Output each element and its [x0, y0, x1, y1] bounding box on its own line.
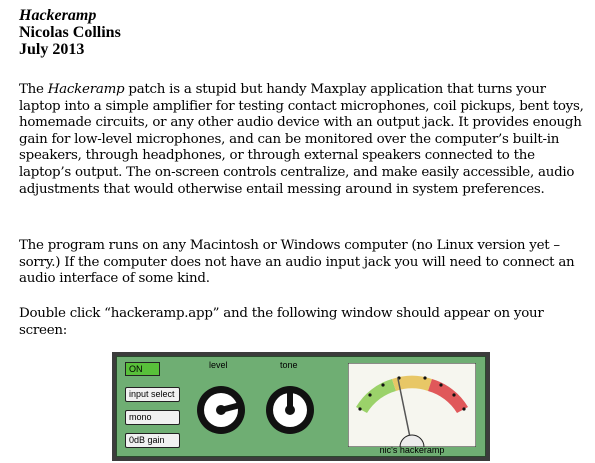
- power-toggle[interactable]: ON: [125, 362, 160, 376]
- doc-date: July 2013: [19, 41, 85, 58]
- level-label: level: [209, 360, 228, 370]
- level-dial[interactable]: [195, 384, 247, 436]
- doc-title: Hackeramp: [19, 7, 97, 24]
- platform-paragraph: The program runs on any Macintosh or Windows computer (no Linux version yet – sorry.) If the computer does not have an audio input jack you will need to connect an audio interface of some kind.: [19, 238, 575, 287]
- tone-dial[interactable]: [264, 384, 316, 436]
- doc-author: Nicolas Collins: [19, 24, 121, 41]
- tone-label: tone: [280, 360, 298, 370]
- intro-app-name: Hackeramp: [47, 82, 125, 97]
- gain-button[interactable]: 0dB gain: [125, 433, 180, 448]
- intro-paragraph: [19, 82, 585, 198]
- hackeramp-window: [112, 352, 490, 461]
- patch-panel: [116, 356, 486, 457]
- meter-caption: nic's hackeramp: [379, 445, 445, 455]
- mono-button[interactable]: mono: [125, 410, 180, 425]
- intro-text-start: The: [19, 82, 48, 97]
- instructions-paragraph: Double click “hackeramp.app” and the following window should appear on your screen:: [19, 306, 544, 338]
- intro-text-rest: patch is a stupid but handy Maxplay application that turns your laptop into a simple amplifier for testing contact microphones, coil pickups, bent toys, homemade circuits, or any other audio device with an output jack. It provides enough gain for low-level microphones, and can be monitored over the computer’s built-in speakers, through headphones, or through external speakers connected to the laptop’s output. The on-screen controls centralize, and make easily accessible, audio adjustments that would otherwise entail messing around in system preferences.: [19, 82, 584, 197]
- vu-meter: [348, 363, 476, 447]
- input-select-button[interactable]: input select: [125, 387, 180, 402]
